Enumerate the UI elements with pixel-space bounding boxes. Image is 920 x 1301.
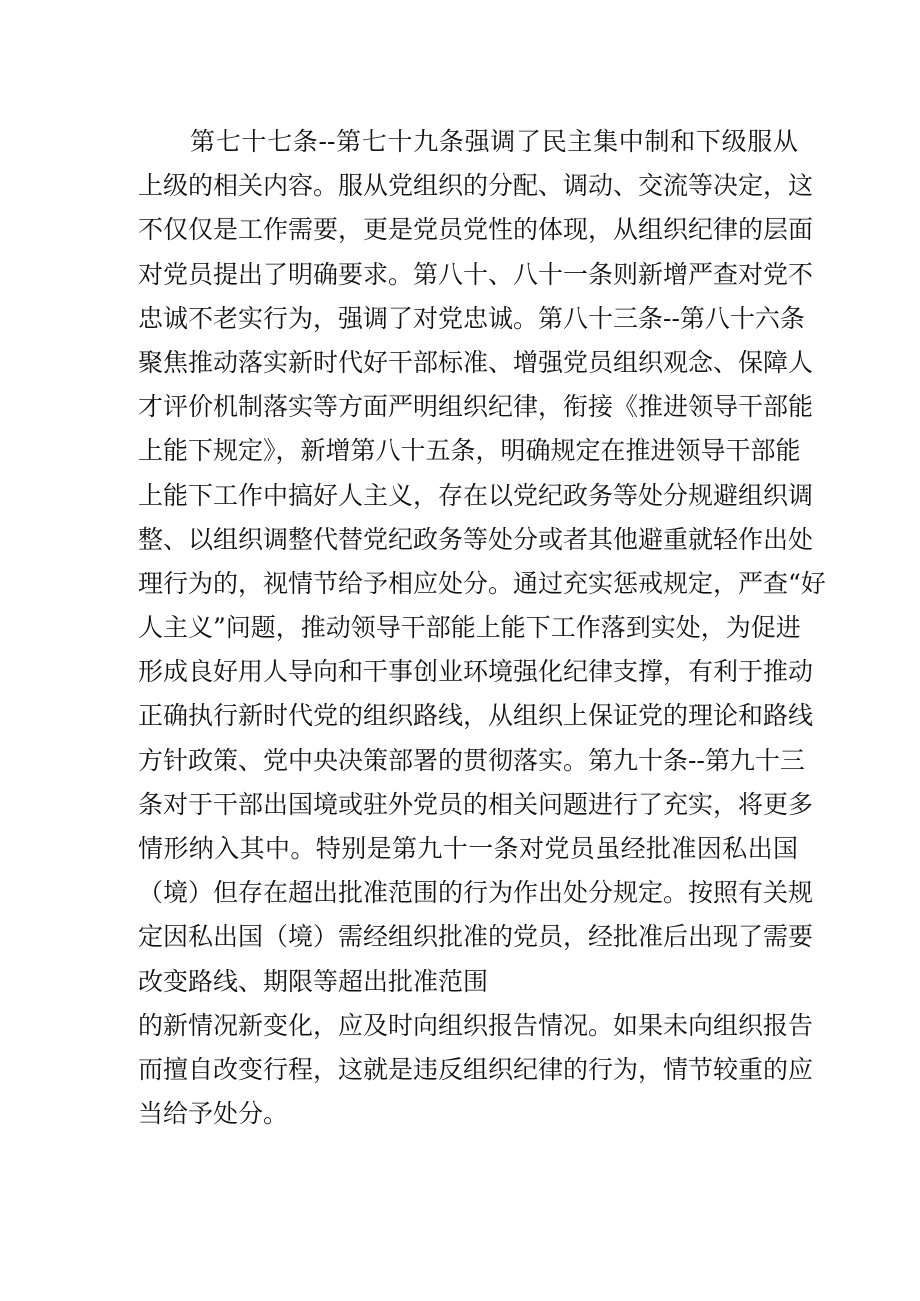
- text-line: 上能下工作中搞好人主义，存在以党纪政务等处分规避组织调: [138, 480, 814, 510]
- text-line: 才评价机制落实等方面严明组织纪律，衔接《推进领导干部能: [138, 392, 814, 422]
- text-line: 当给予处分。: [138, 1099, 289, 1129]
- text-line: 上级的相关内容。服从党组织的分配、调动、交流等决定，这: [138, 171, 814, 201]
- text-line: 条对于干部出国境或驻外党员的相关问题进行了充实，将更多: [138, 789, 814, 819]
- text-line: 改变路线、期限等超出批准范围: [138, 966, 489, 996]
- text-line: 理行为的，视情节给予相应处分。通过充实惩戒规定，严查“好: [138, 568, 826, 598]
- text-line: 不仅仅是工作需要，更是党员党性的体现，从组织纪律的层面: [138, 215, 814, 245]
- text-line: 整、以组织调整代替党纪政务等处分或者其他避重就轻作出处: [138, 524, 814, 554]
- text-line: 对党员提出了明确要求。第八十、八十一条则新增严查对党不: [138, 259, 814, 289]
- text-line: 聚焦推动落实新时代好干部标准、增强党员组织观念、保障人: [138, 347, 814, 377]
- text-line: 的新情况新变化，应及时向组织报告情况。如果未向组织报告: [138, 1010, 814, 1040]
- text-line: 定因私出国（境）需经组织批准的党员，经批准后出现了需要: [138, 922, 814, 952]
- text-line: 忠诚不老实行为，强调了对党忠诚。第八十三条--第八十六条: [138, 303, 805, 333]
- text-line: 正确执行新时代党的组织路线，从组织上保证党的理论和路线: [138, 701, 814, 731]
- text-line: 形成良好用人导向和干事创业环境强化纪律支撑，有利于推动: [138, 657, 814, 687]
- text-line: 方针政策、党中央决策部署的贯彻落实。第九十条--第九十三: [138, 745, 805, 775]
- text-line: 而擅自改变行程，这就是违反组织纪律的行为，情节较重的应: [138, 1054, 814, 1084]
- text-line: 情形纳入其中。特别是第九十一条对党员虽经批准因私出国: [138, 834, 798, 863]
- text-line: 第七十七条--第七十九条强调了民主集中制和下级服从: [190, 127, 798, 156]
- text-line: 上能下规定》，新增第八十五条，明确规定在推进领导干部能: [138, 436, 801, 466]
- text-line: 人主义”问题，推动领导干部能上能下工作落到实处，为促进: [138, 613, 801, 643]
- body-paragraph: [138, 120, 826, 1136]
- text-line: （境）但存在超出批准范围的行为作出处分规定。按照有关规: [138, 878, 814, 908]
